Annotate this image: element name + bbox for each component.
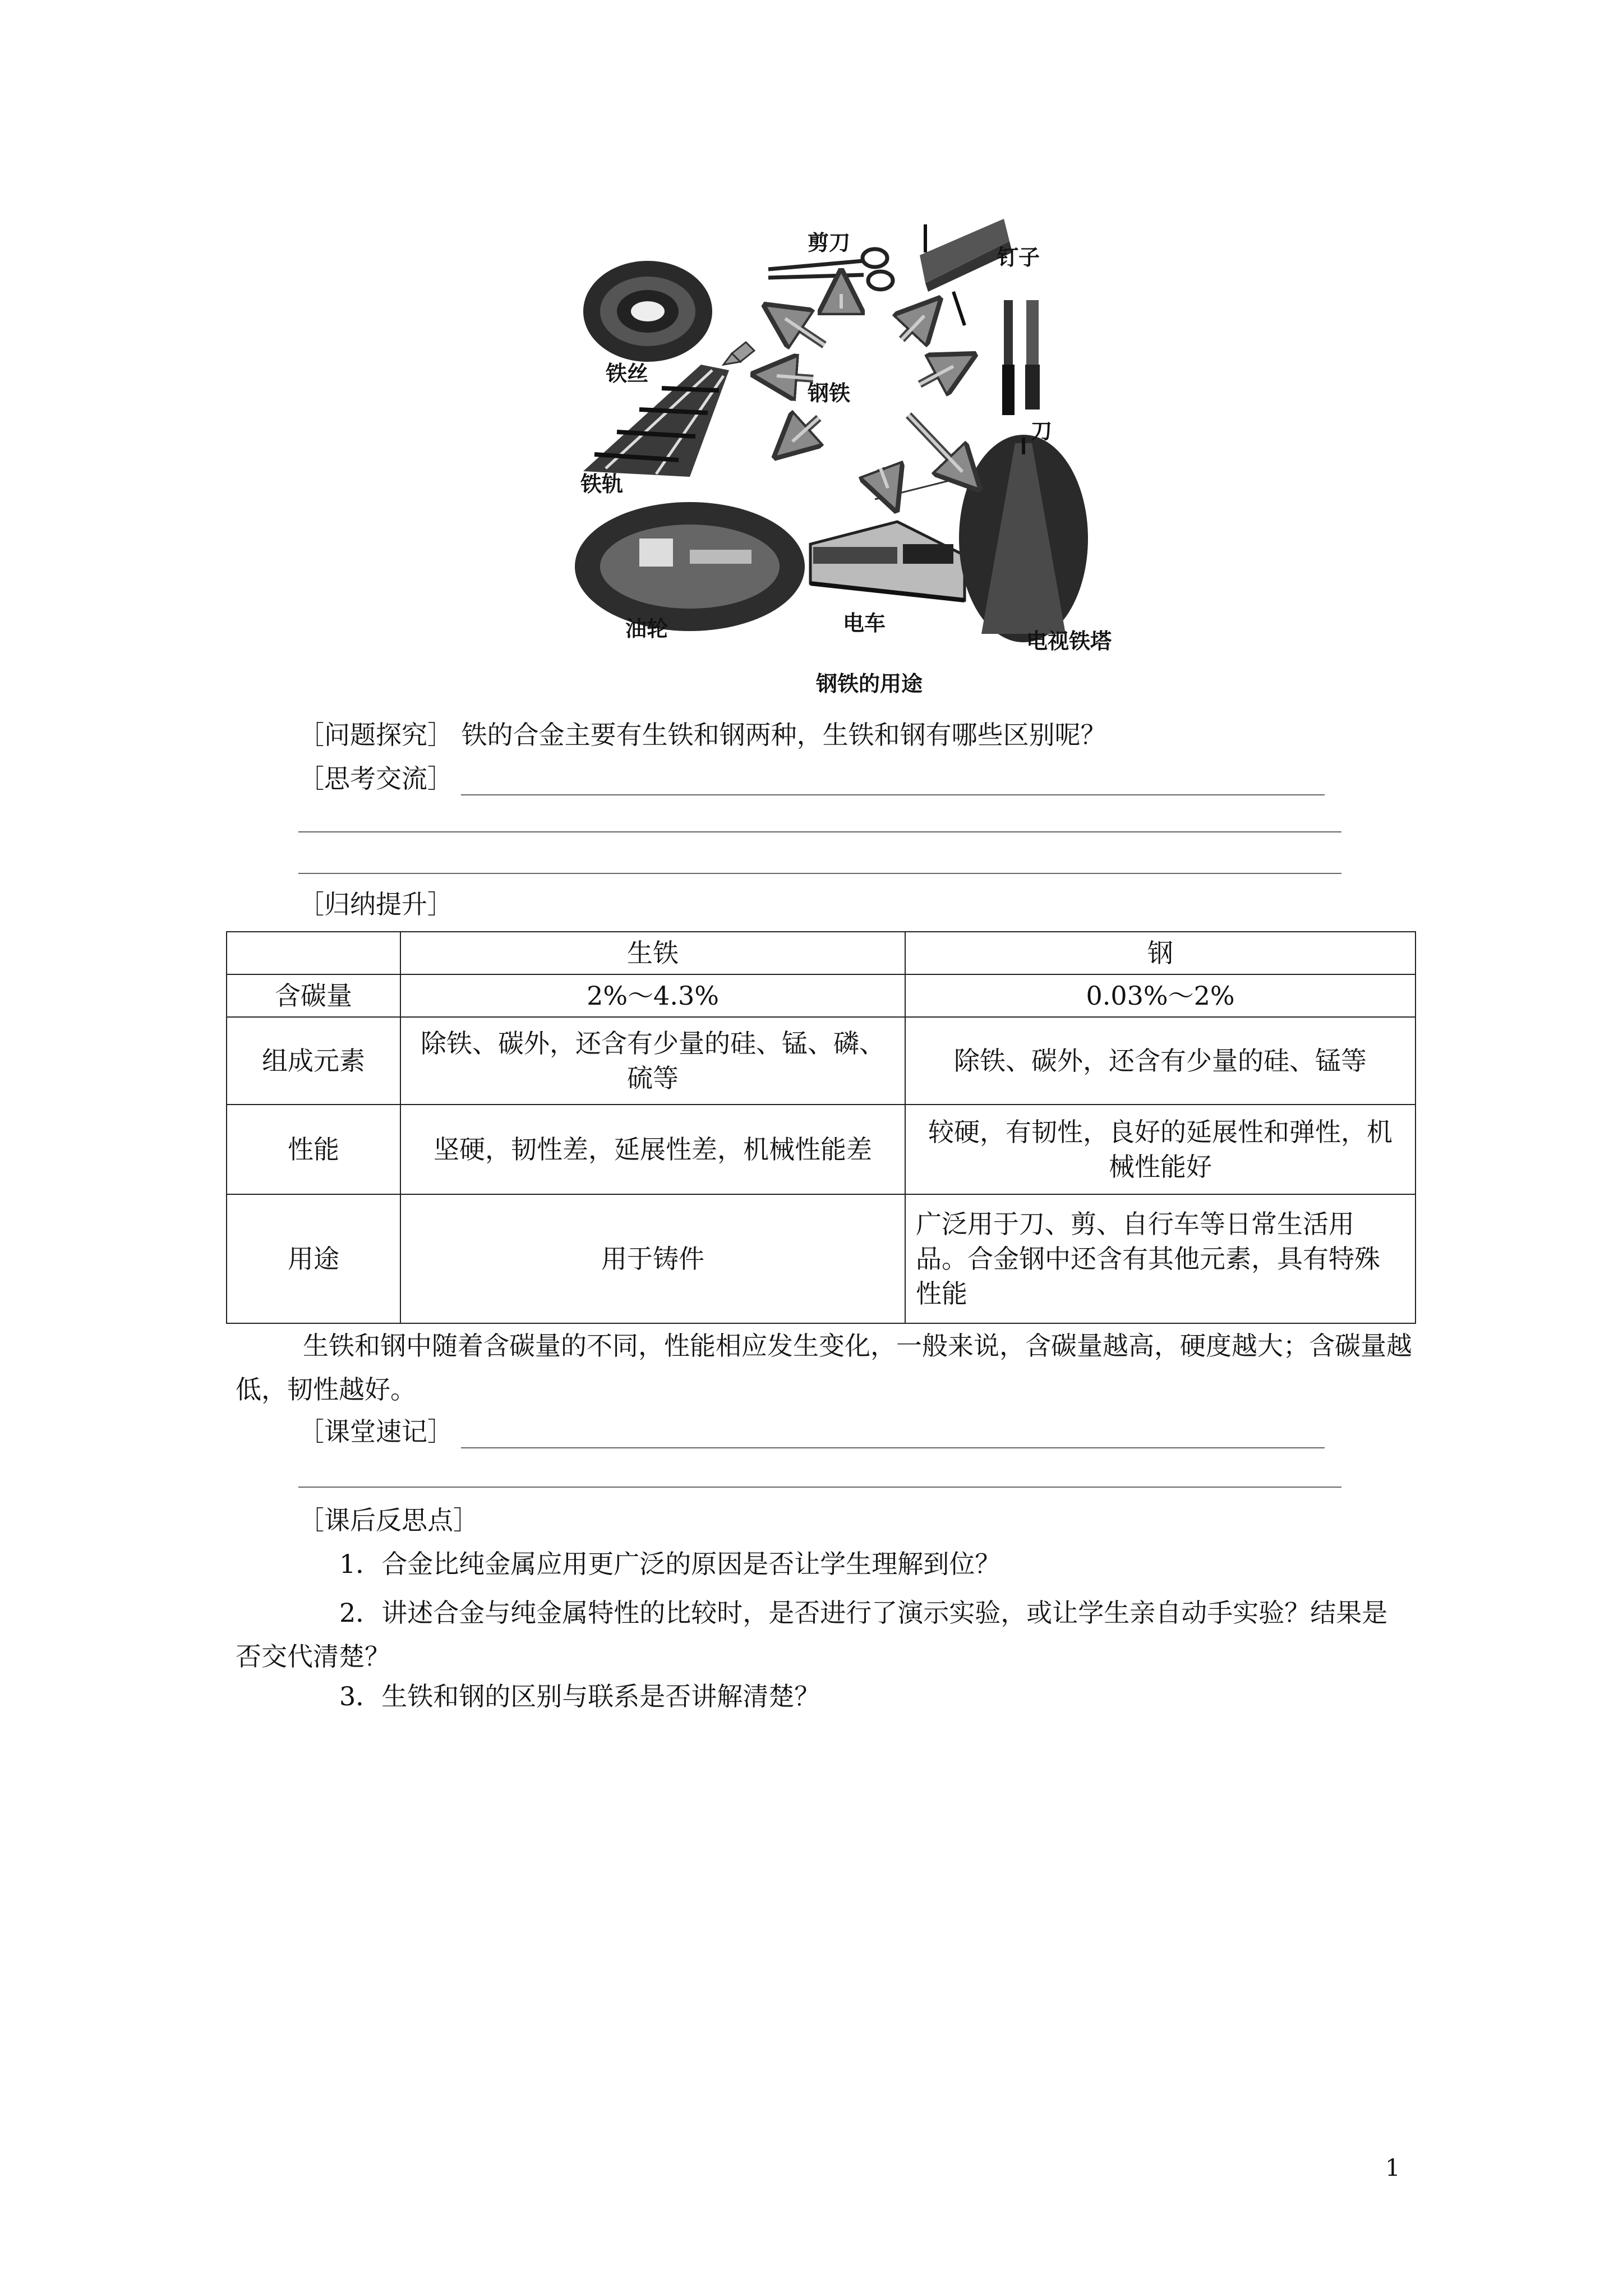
arrows xyxy=(774,292,965,491)
knives-image xyxy=(1002,300,1040,415)
think-answer-blank[interactable] xyxy=(461,772,1325,795)
figure-label-tower: 电视铁塔 xyxy=(1026,629,1112,654)
reflection-item-1: 1．合金比纯金属应用更广泛的原因是否让学生理解到位？ xyxy=(339,1549,1001,1579)
notes-label: ［课堂速记］ xyxy=(298,1416,453,1447)
tv-tower-image xyxy=(959,435,1088,642)
notes-blank[interactable] xyxy=(461,1425,1325,1448)
inquiry-question: ［问题探究］ 铁的合金主要有生铁和钢两种，生铁和钢有哪些区别呢？ xyxy=(298,720,1106,750)
wire-coil-image xyxy=(583,261,712,362)
figure-label-tanker: 油轮 xyxy=(625,616,668,641)
table-row xyxy=(227,974,1415,1017)
figure-label-train: 电车 xyxy=(843,611,886,636)
figure-label-scissors: 剪刀 xyxy=(808,231,851,255)
reflection-title: ［课后反思点］ xyxy=(298,1505,479,1535)
row-label-uses: 用途 xyxy=(227,1194,400,1323)
reflection-item-3: 3．生铁和钢的区别与联系是否讲解清楚？ xyxy=(339,1681,820,1711)
row-label-properties: 性能 xyxy=(227,1105,400,1194)
figure-label-rail: 铁轨 xyxy=(580,472,624,496)
think-answer-blank-3[interactable] xyxy=(298,873,1341,874)
cell-steel-composition: 除铁、碳外，还含有少量的硅、锰等 xyxy=(905,1017,1415,1105)
row-label-composition: 组成元素 xyxy=(227,1017,400,1105)
figure-label-nails: 钉子 xyxy=(997,245,1040,270)
cell-pig-iron-composition: 除铁、碳外，还含有少量的硅、锰、磷、硫等 xyxy=(400,1017,905,1105)
tanker-image xyxy=(575,502,805,631)
railway-image xyxy=(583,365,729,477)
figure-caption: 钢铁的用途 xyxy=(815,671,923,696)
cell-pig-iron-carbon: 2%～4.3% xyxy=(400,974,905,1017)
notes-line xyxy=(298,1415,1325,1448)
notes-blank-2[interactable] xyxy=(298,1487,1341,1488)
table-header-row xyxy=(227,932,1415,974)
reflection-item-2: 2．讲述合金与纯金属特性的比较时，是否进行了演示实验，或让学生亲自动手实验？结果是否交代清楚？ xyxy=(236,1598,1388,1672)
cell-steel-carbon: 0.03%～2% xyxy=(905,974,1415,1017)
figure-label-knife: 刀 xyxy=(1031,419,1053,444)
nails-image xyxy=(920,219,1012,325)
usage-arrows xyxy=(723,342,754,365)
iron-steel-comparison-table xyxy=(226,931,1416,1324)
cell-steel-properties: 较硬，有韧性，良好的延展性和弹性，机械性能好 xyxy=(905,1105,1415,1194)
figure-label-wire: 铁丝 xyxy=(606,361,649,386)
think-label: ［思考交流］ xyxy=(298,763,453,794)
figure-center-label: 钢铁 xyxy=(808,381,851,406)
table-header-steel: 钢 xyxy=(905,932,1415,974)
steel-uses-figure xyxy=(561,208,1178,707)
cell-pig-iron-properties: 坚硬，韧性差，延展性差，机械性能差 xyxy=(400,1105,905,1194)
table-header-empty xyxy=(227,932,400,974)
cell-steel-uses: 广泛用于刀、剪、自行车等日常生活用品。合金钢中还含有其他元素，具有特殊性能 xyxy=(905,1194,1415,1323)
summary-label: ［归纳提升］ xyxy=(298,889,453,919)
think-answer-blank-2[interactable] xyxy=(298,831,1341,832)
train-image xyxy=(810,477,965,600)
explanation-paragraph: 生铁和钢中随着含碳量的不同，性能相应发生变化，一般来说，含碳量越高，硬度越大；含碳量越低，韧性越好。 xyxy=(236,1331,1412,1405)
table-row xyxy=(227,1194,1415,1323)
think-line xyxy=(298,762,1325,795)
cell-pig-iron-uses: 用于铸件 xyxy=(400,1194,905,1323)
row-label-carbon: 含碳量 xyxy=(227,974,400,1017)
table-row xyxy=(227,1017,1415,1105)
table-header-pig-iron: 生铁 xyxy=(400,932,905,974)
page-number: 1 xyxy=(1385,2154,1400,2182)
table-row xyxy=(227,1105,1415,1194)
